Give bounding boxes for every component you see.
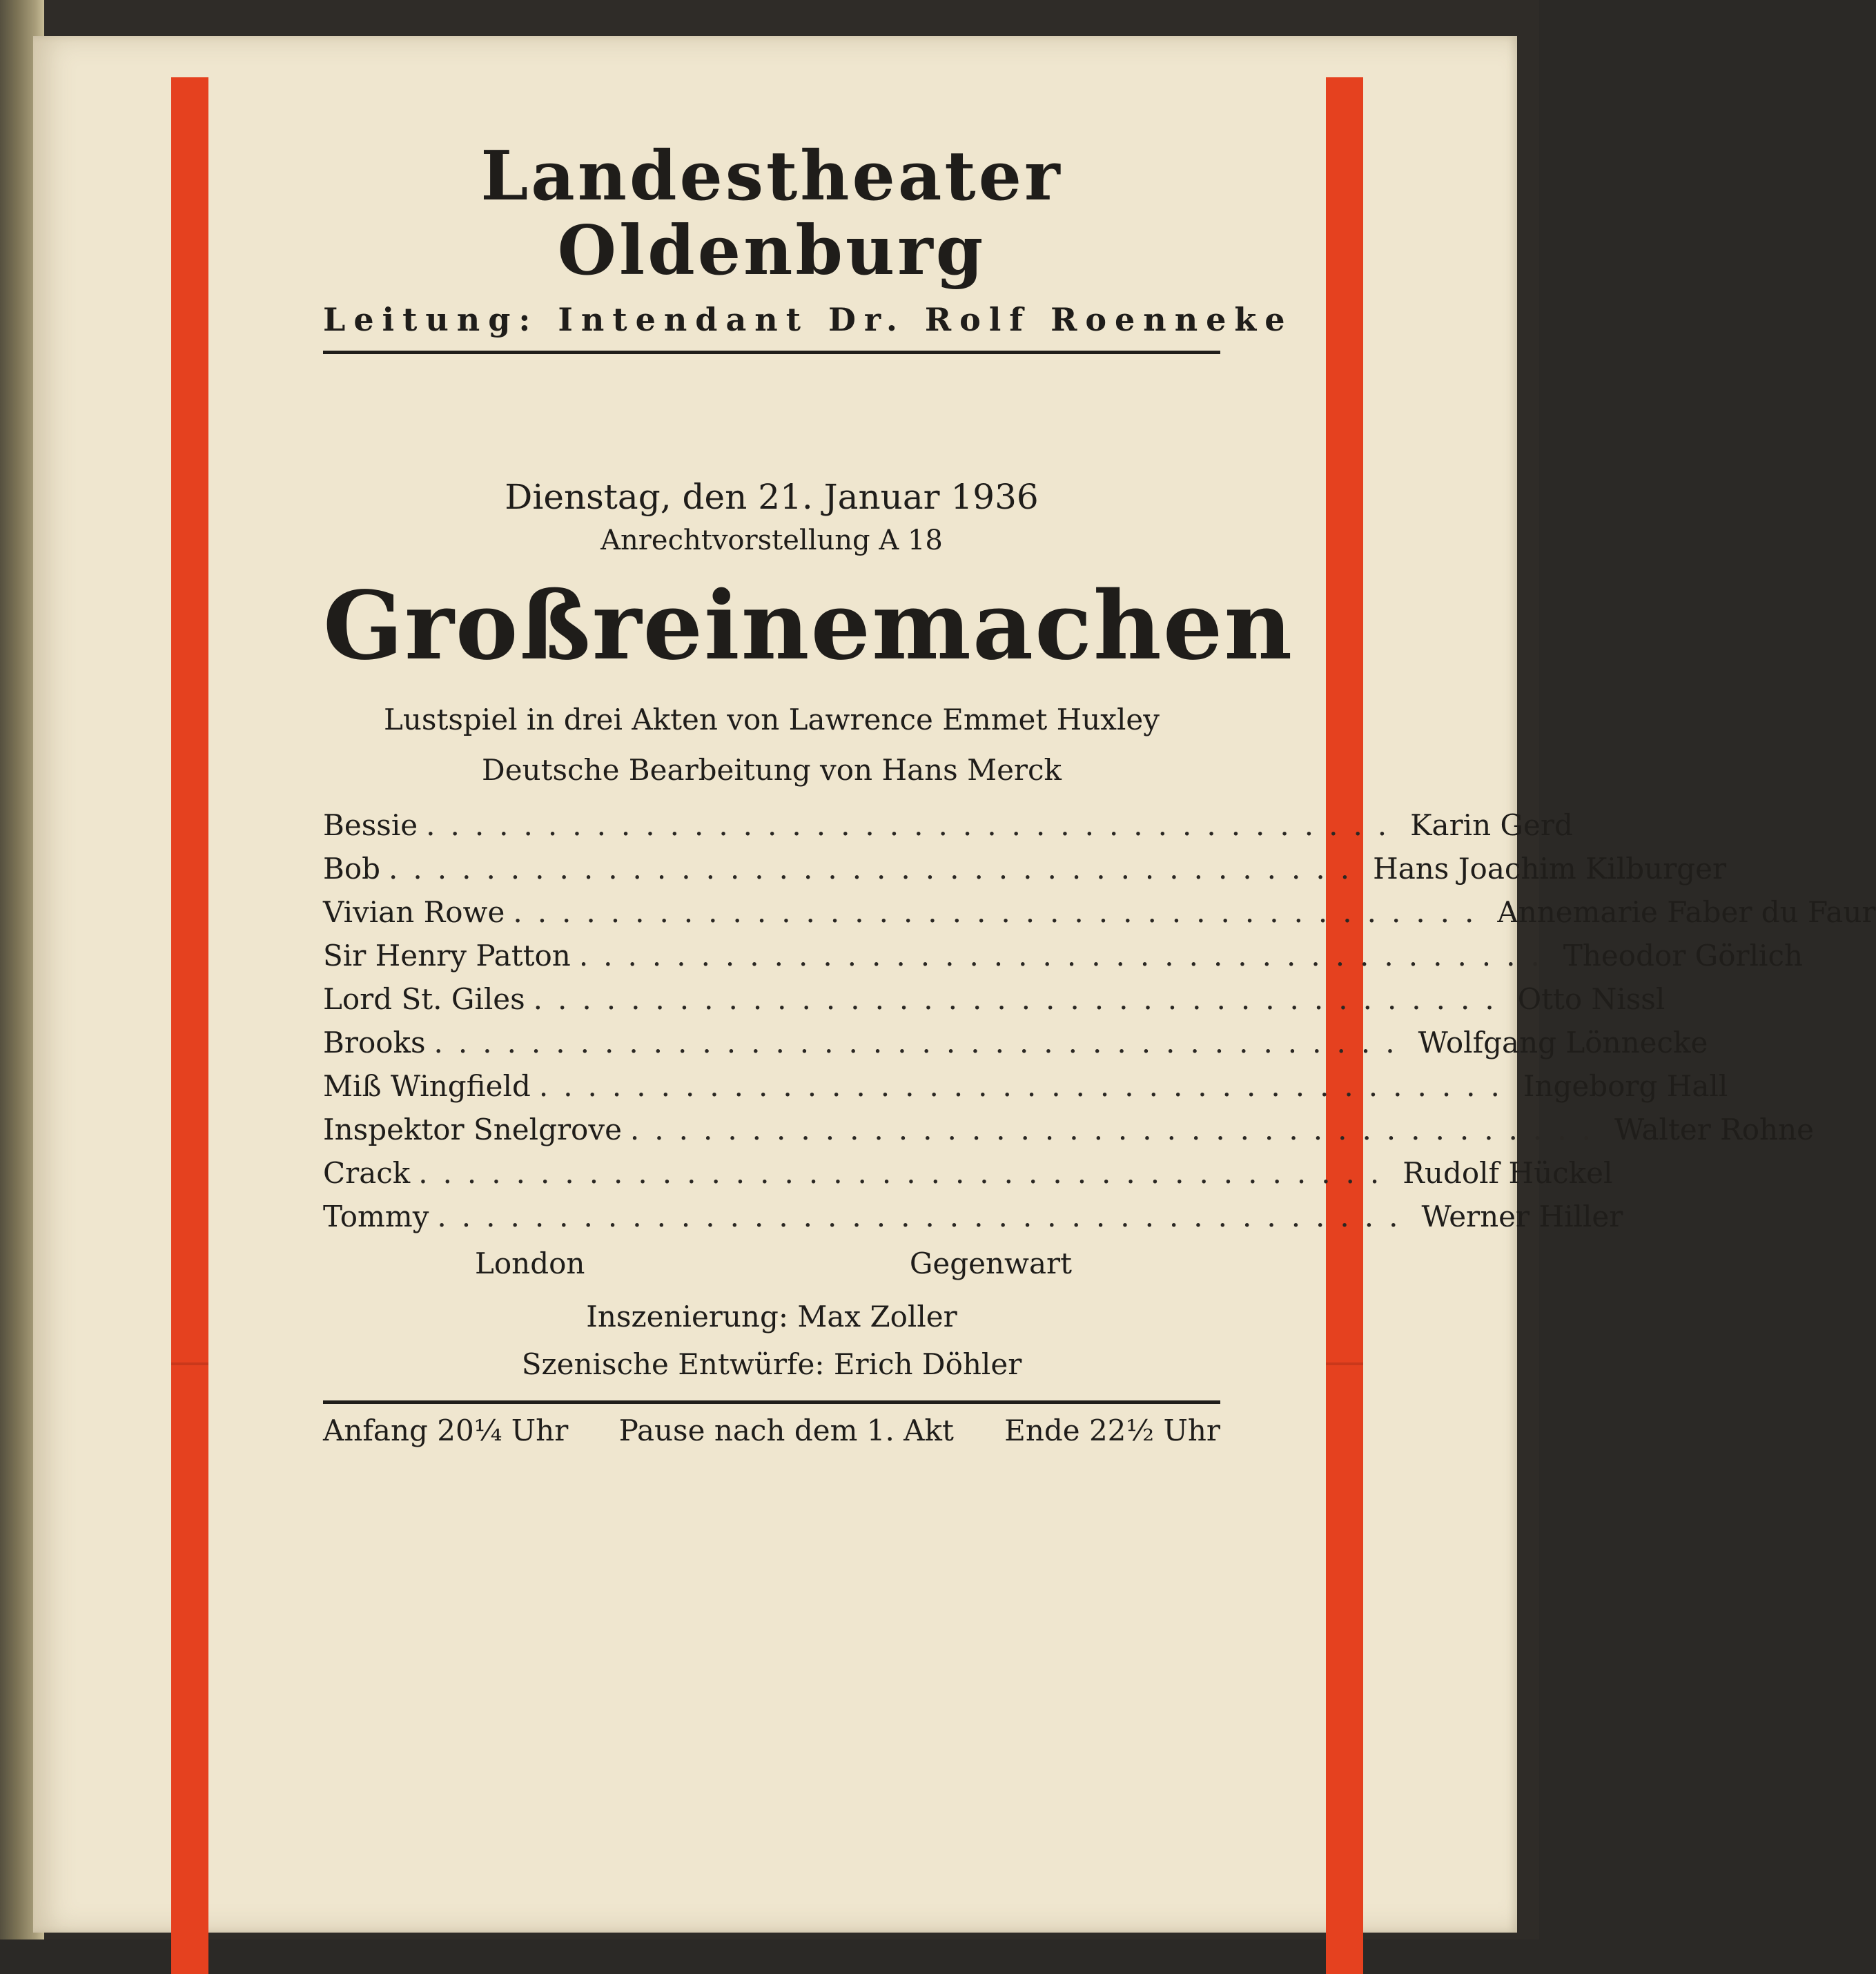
- leader-dots: ........................................: [578, 939, 1555, 973]
- subscription-info: Anrechtvorstellung A 18: [600, 524, 943, 556]
- cast-list: [323, 803, 1876, 1238]
- leader-dots: ........................................: [426, 808, 1403, 843]
- theater-name: Landestheater Oldenburg: [480, 137, 1063, 291]
- leader-dots: ........................................: [437, 1200, 1414, 1234]
- performance-date: Dienstag, den 21. Januar 1936: [505, 476, 1039, 517]
- cast-row: [323, 977, 1665, 1021]
- cast-row: [323, 934, 1804, 977]
- theater-direction: Leitung: Intendant Dr. Rolf Roenneke: [323, 300, 1293, 338]
- cast-actor: Wolfgang Lönnecke: [1418, 1026, 1708, 1060]
- intermission-info: Pause nach dem 1. Akt: [618, 1414, 954, 1448]
- cast-row: [323, 1151, 1613, 1195]
- cast-row: [323, 1195, 1623, 1238]
- play-title: Großreinemachen: [323, 570, 1294, 681]
- cast-actor: Ingeborg Hall: [1523, 1069, 1728, 1104]
- performance-times: [323, 1414, 1220, 1447]
- cast-actor: Karin Gerd: [1410, 808, 1573, 843]
- cast-row: [323, 1108, 1814, 1151]
- leader-dots: ........................................: [418, 1156, 1395, 1191]
- cast-role: Sir Henry Patton: [323, 939, 571, 973]
- cast-row: [323, 803, 1573, 847]
- cast-actor: Rudolf Hückel: [1403, 1156, 1613, 1191]
- cast-actor: Walter Rohne: [1614, 1113, 1814, 1147]
- cast-role: Miß Wingfield: [323, 1069, 531, 1104]
- cast-role: Lord St. Giles: [323, 982, 525, 1017]
- play-adaptation: Deutsche Bearbeitung von Hans Merck: [482, 753, 1062, 788]
- cast-role: Bessie: [323, 808, 418, 843]
- cast-actor: Annemarie Faber du Faur: [1497, 895, 1876, 930]
- program-page: [33, 36, 1876, 1933]
- leader-dots: ........................................: [389, 852, 1365, 886]
- play-subtitle: Lustspiel in drei Akten von Lawrence Emmet Huxley: [383, 703, 1160, 737]
- cast-row: [323, 847, 1727, 890]
- cast-actor: Otto Nissl: [1517, 982, 1665, 1017]
- program-content: [323, 137, 1876, 1448]
- leader-dots: ........................................: [513, 895, 1489, 930]
- leader-dots: ........................................: [538, 1069, 1515, 1104]
- cast-row: [323, 1064, 1728, 1108]
- leader-dots: ........................................: [533, 982, 1509, 1017]
- cast-role: Brooks: [323, 1026, 426, 1060]
- end-time: Ende 22½ Uhr: [1004, 1414, 1220, 1448]
- cast-actor: Hans Joachim Kilburger: [1373, 852, 1727, 886]
- cast-role: Tommy: [323, 1200, 429, 1234]
- staging-credit: Inszenierung: Max Zoller: [586, 1300, 957, 1334]
- header-rule: [323, 351, 1220, 354]
- design-credit: Szenische Entwürfe: Erich Döhler: [521, 1347, 1022, 1382]
- start-time: Anfang 20¼ Uhr: [323, 1414, 569, 1448]
- setting-line: [323, 1247, 1220, 1280]
- left-red-stripe: [171, 77, 208, 1974]
- cast-row: [323, 890, 1876, 934]
- cast-actor: Theodor Görlich: [1563, 939, 1804, 973]
- setting-time: Gegenwart: [909, 1247, 1072, 1281]
- footer-rule: [323, 1400, 1220, 1404]
- leader-dots: ........................................: [629, 1113, 1606, 1147]
- cast-row: [323, 1021, 1708, 1064]
- leader-dots: ........................................: [433, 1026, 1410, 1060]
- cast-role: Inspektor Snelgrove: [323, 1113, 622, 1147]
- cast-role: Vivian Rowe: [323, 895, 505, 930]
- cast-role: Bob: [323, 852, 381, 886]
- cast-actor: Werner Hiller: [1421, 1200, 1623, 1234]
- cast-role: Crack: [323, 1156, 411, 1191]
- setting-place: London: [475, 1247, 585, 1281]
